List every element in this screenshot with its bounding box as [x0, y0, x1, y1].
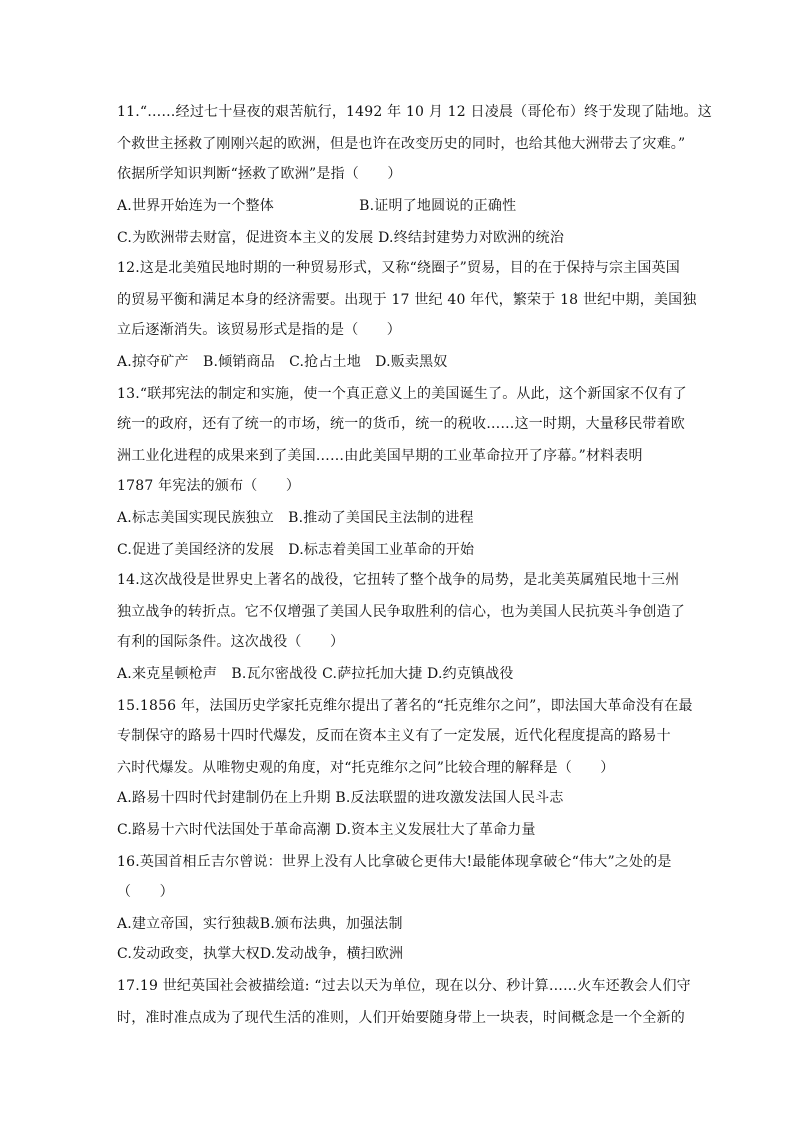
- q11-stem-line-2: 个救世主拯救了刚刚兴起的欧洲，但是也许在改变历史的同时，也给其他大洲带去了灾难。”: [117, 136, 686, 152]
- q13-options-line-1: A.标志美国实现民族独立 B.推动了美国民主法制的进程: [117, 510, 474, 526]
- q17-stem-line-1: 17.19 世纪英国社会被描绘道: “过去以天为单位，现在以分、秒计算……火车还教会人们守: [117, 978, 691, 994]
- q15-options-line-2: C.路易十六时代法国处于革命高潮 D.资本主义发展壮大了革命力量: [117, 822, 536, 838]
- q14-stem-line-1: 14.这次战役是世界史上著名的战役，它扭转了整个战争的局势，是北美英属殖民地十三州: [117, 572, 680, 588]
- q13-options-line-2: C.促进了美国经济的发展 D.标志着美国工业革命的开始: [117, 542, 475, 558]
- q11-options-line-1: A.世界开始连为一个整体 B.证明了地圆说的正确性: [117, 198, 517, 214]
- q13-stem-line-1: 13.“联邦宪法的制定和实施，使一个真正意义上的美国诞生了。从此，这个新国家不仅有了: [117, 386, 687, 402]
- q15-stem-line-2: 专制保守的路易十四时代爆发，反而在资本主义有了一定发展，近代化程度提高的路易十: [117, 728, 671, 744]
- q16-stem-line-2: （ ）: [117, 884, 174, 900]
- q11-options-line-2: C.为欧洲带去财富，促进资本主义的发展 D.终结封建势力对欧洲的统治: [117, 230, 565, 246]
- q11-stem-line-3: 依据所学知识判断“拯救了欧洲”是指（ ）: [117, 166, 402, 182]
- q17-stem-line-2: 时，准时准点成为了现代生活的准则，人们开始要随身带上一块表，时间概念是一个全新的: [117, 1010, 685, 1026]
- q12-stem-line-3: 立后逐渐消失。该贸易形式是指的是（ ）: [117, 322, 401, 338]
- q12-stem-line-1: 12.这是北美殖民地时期的一种贸易形式，又称“绕圈子”贸易，目的在于保持与宗主国英国: [117, 260, 680, 276]
- q14-stem-line-3: 有利的国际条件。这次战役（ ）: [117, 634, 345, 650]
- q11-stem-line-1: 11.“……经过七十昼夜的艰苦航行，1492 年 10 月 12 日凌晨（哥伦布）终于发现了陆地。这: [117, 104, 712, 120]
- q13-stem-line-4: 1787 年宪法的颁布（ ）: [117, 478, 301, 494]
- q16-stem-line-1: 16.英国首相丘吉尔曾说：世界上没有人比拿破仑更伟大!最能体现拿破仑“伟大”之处的是: [117, 854, 672, 870]
- q13-stem-line-2: 统一的政府，还有了统一的市场，统一的货币，统一的税收……这一时期，大量移民带着欧: [117, 416, 685, 432]
- q16-options-line-1: A.建立帝国，实行独裁B.颁布法典，加强法制: [117, 916, 403, 932]
- q14-stem-line-2: 独立战争的转折点。它不仅增强了美国人民争取胜利的信心，也为美国人民抗英斗争创造了: [117, 604, 685, 620]
- q14-options-line-1: A.来克星顿枪声 B.瓦尔密战役 C.萨拉托加大捷 D.约克镇战役: [117, 666, 514, 682]
- q16-options-line-2: C.发动政变，执掌大权D.发动战争，横扫欧洲: [117, 946, 404, 962]
- q12-stem-line-2: 的贸易平衡和满足本身的经济需要。出现于 17 世纪 40 年代，繁荣于 18 世纪中期，美国独: [117, 292, 697, 308]
- q15-options-line-1: A.路易十四时代封建制仍在上升期 B.反法联盟的进攻激发法国人民斗志: [117, 790, 564, 806]
- q15-stem-line-3: 六时代爆发。从唯物史观的角度，对“托克维尔之问”比较合理的解释是（ ）: [117, 760, 615, 776]
- q13-stem-line-3: 洲工业化进程的成果来到了美国……由此美国早期的工业革命拉开了序幕。”材料表明: [117, 448, 643, 464]
- q12-options-line-1: A.掠夺矿产 B.倾销商品 C.抢占土地 D.贩卖黑奴: [117, 354, 448, 370]
- q15-stem-line-1: 15.1856 年，法国历史学家托克维尔提出了著名的“托克维尔之问”，即法国大革命没有在最: [117, 698, 693, 714]
